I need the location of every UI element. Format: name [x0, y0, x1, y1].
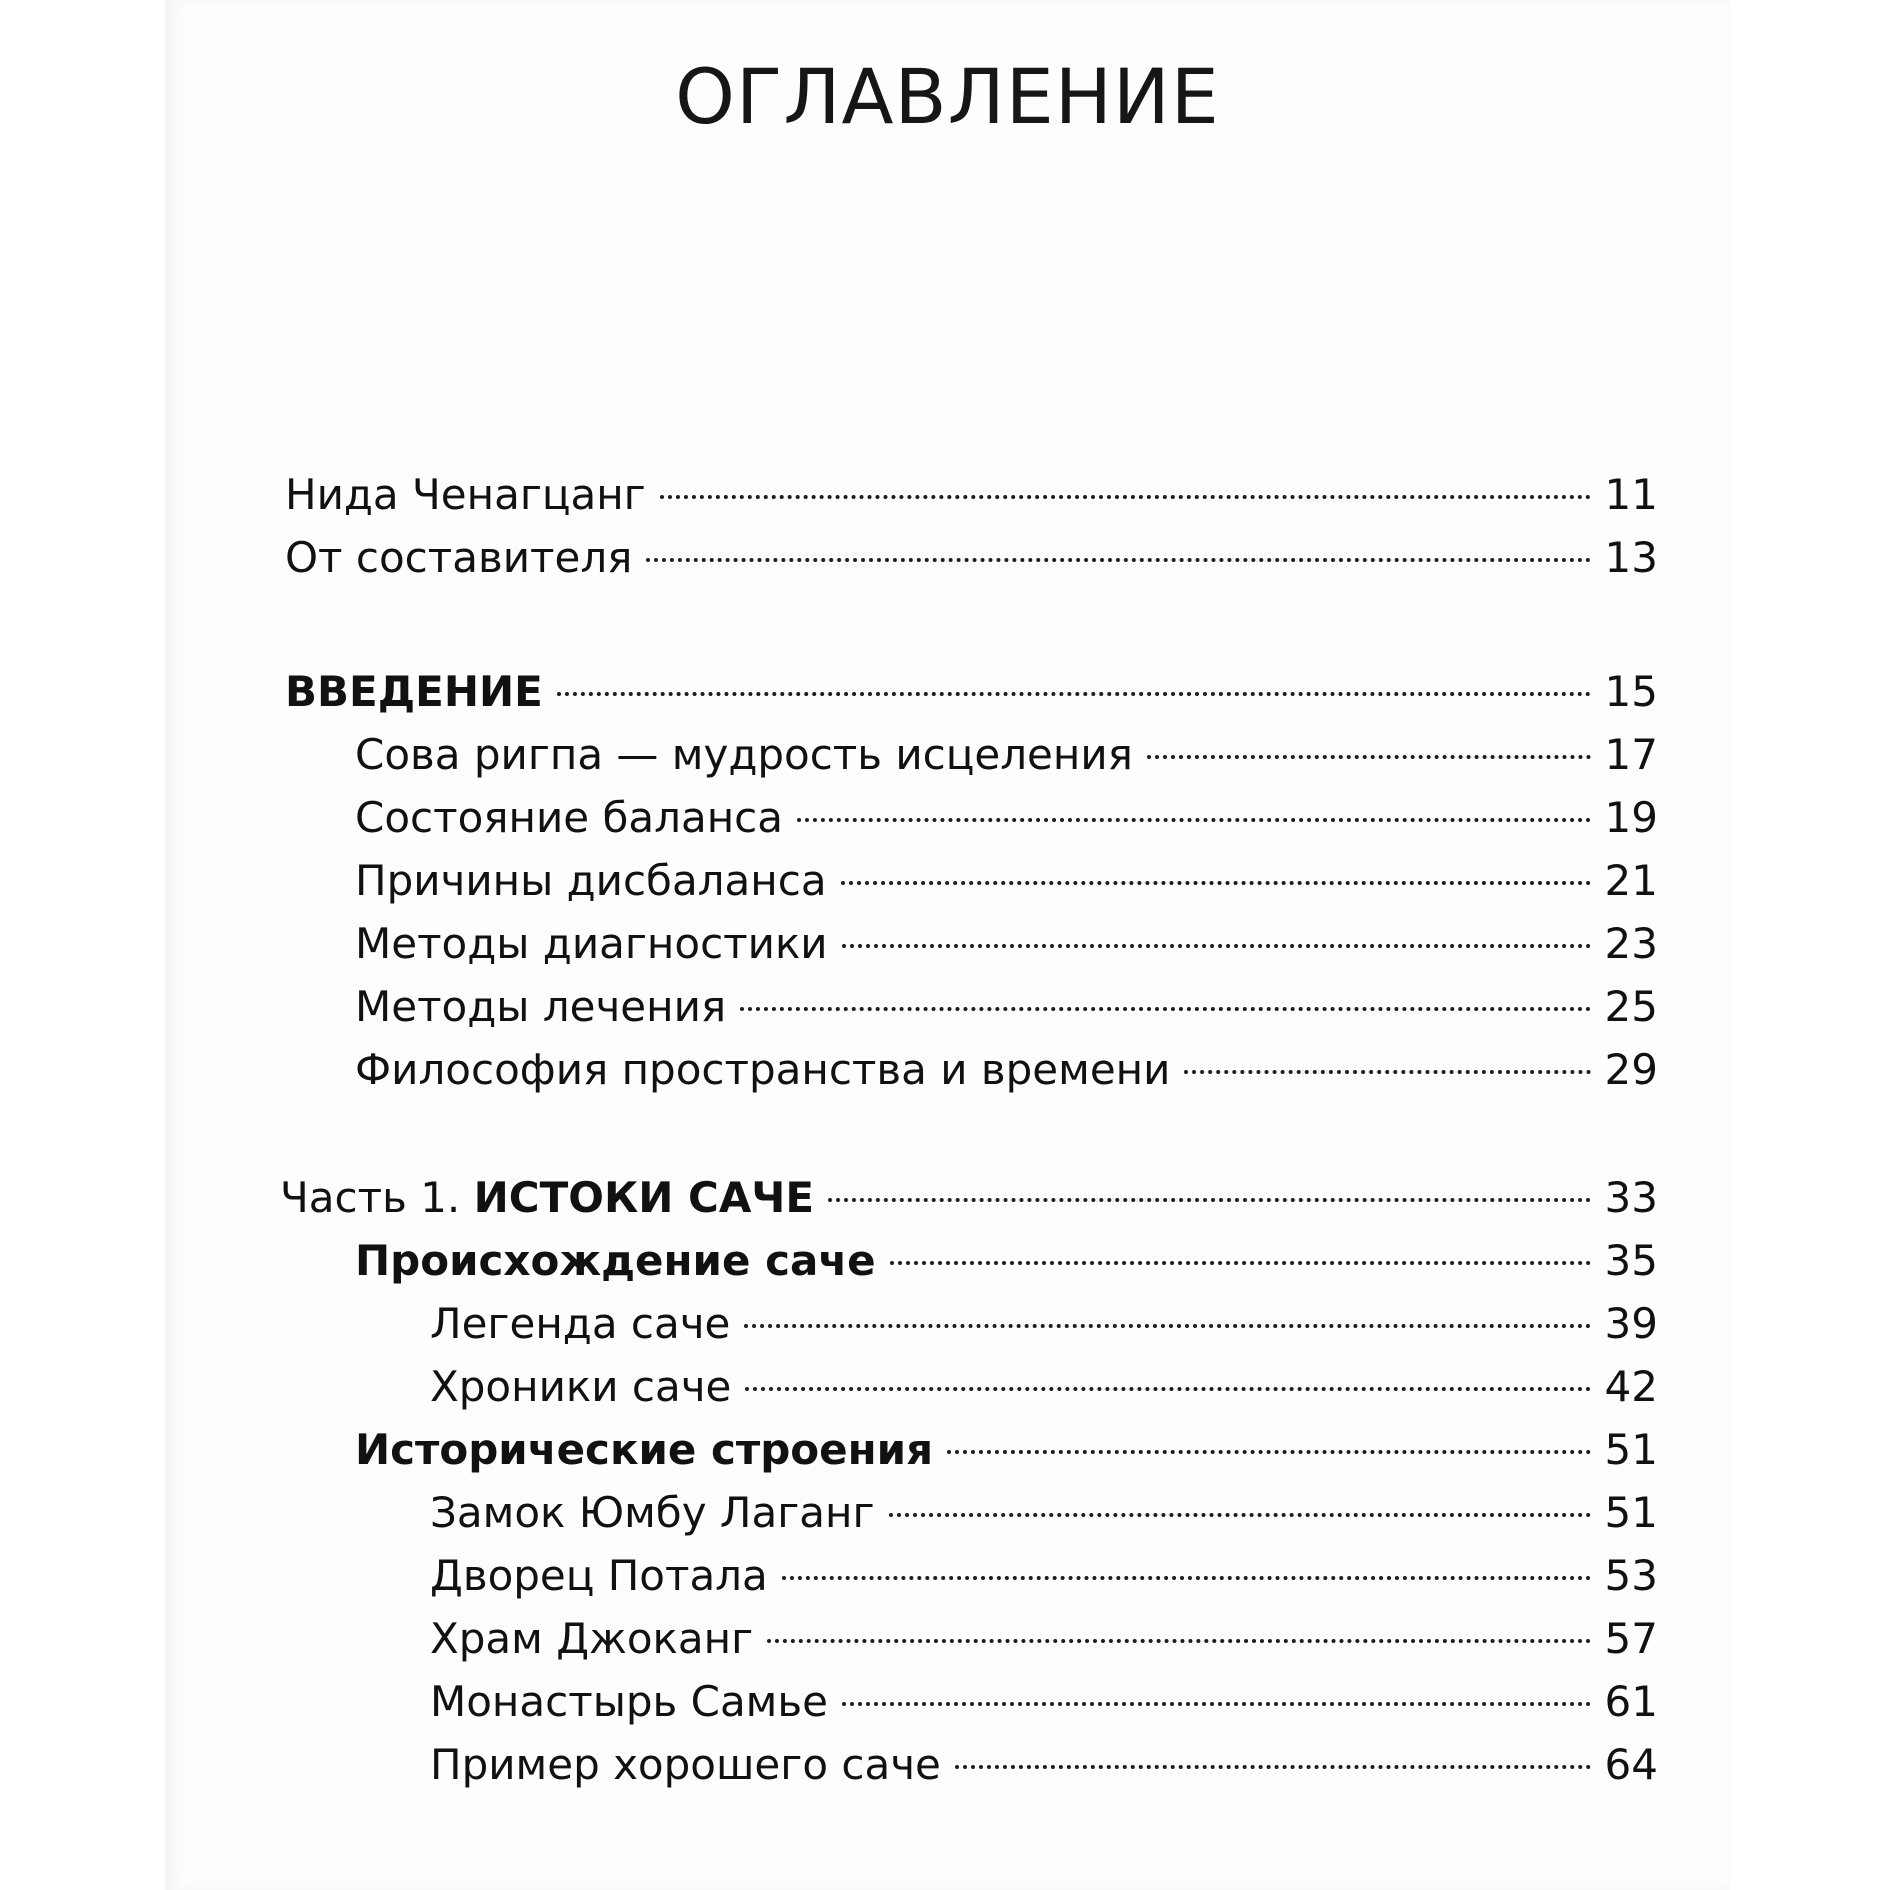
table-of-contents [165, 0, 1730, 1890]
toc-entry-page: 33 [1604, 1173, 1658, 1222]
dot-leader [744, 1324, 1590, 1328]
toc-entry [430, 1546, 1658, 1606]
toc-entry [285, 528, 1658, 588]
toc-section [355, 1231, 1658, 1291]
toc-entry-page: 19 [1604, 793, 1658, 842]
toc-entry-label: Пример хорошего саче [430, 1740, 941, 1789]
book-page [165, 0, 1730, 1890]
toc-entry [355, 977, 1658, 1037]
toc-entry-label: Методы лечения [355, 982, 727, 1031]
toc-entry-page: 23 [1604, 919, 1658, 968]
page-title: ОГЛАВЛЕНИЕ [675, 52, 1220, 141]
part-title: ИСТОКИ САЧЕ [473, 1173, 815, 1222]
dot-leader [745, 1387, 1590, 1391]
dot-leader [842, 944, 1591, 948]
toc-entry-page: 39 [1604, 1299, 1658, 1348]
toc-heading-part1 [280, 1168, 1658, 1228]
toc-entry [430, 1483, 1658, 1543]
toc-entry-label: Замок Юмбу Лаганг [430, 1488, 875, 1537]
toc-entry [430, 1609, 1658, 1669]
toc-entry [285, 465, 1658, 525]
toc-entry-label: Исторические строения [355, 1425, 934, 1474]
toc-entry [430, 1672, 1658, 1732]
toc-entry [355, 788, 1658, 848]
toc-entry-label: Происхождение саче [355, 1236, 876, 1285]
toc-entry-label: Дворец Потала [430, 1551, 768, 1600]
toc-entry-page: 51 [1604, 1488, 1658, 1537]
toc-entry-page: 17 [1604, 730, 1658, 779]
toc-entry-label: Нида Ченагцанг [285, 470, 646, 519]
toc-entry-label: Философия пространства и времени [355, 1045, 1171, 1094]
dot-leader [797, 818, 1591, 822]
toc-entry-page: 11 [1604, 470, 1658, 519]
toc-entry-page: 53 [1604, 1551, 1658, 1600]
toc-entry-label: Причины дисбаланса [355, 856, 827, 905]
toc-entry-label: Храм Джоканг [430, 1614, 754, 1663]
dot-leader [782, 1576, 1591, 1580]
toc-entry [430, 1357, 1658, 1417]
dot-leader [955, 1765, 1591, 1769]
dot-leader [767, 1639, 1590, 1643]
toc-section [355, 1420, 1658, 1480]
toc-entry-label: Состояние баланса [355, 793, 783, 842]
toc-entry-label: Сова ригпа — мудрость исцеления [355, 730, 1133, 779]
toc-entry-label [280, 1168, 814, 1228]
dot-leader [841, 881, 1591, 885]
dot-leader [1184, 1070, 1590, 1074]
toc-entry-label: Хроники саче [430, 1362, 732, 1411]
toc-heading-intro [285, 662, 1658, 722]
toc-entry-label: От составителя [285, 533, 633, 582]
toc-entry-label: Методы диагностики [355, 919, 828, 968]
dot-leader [646, 558, 1590, 562]
dot-leader [889, 1513, 1591, 1517]
toc-entry [355, 1040, 1658, 1100]
dot-leader [947, 1450, 1590, 1454]
dot-leader [842, 1702, 1591, 1706]
toc-entry [355, 851, 1658, 911]
toc-entry-page: 64 [1604, 1740, 1658, 1789]
toc-entry-page: 61 [1604, 1677, 1658, 1726]
part-prefix: Часть 1. [280, 1173, 474, 1222]
toc-entry [430, 1735, 1658, 1795]
toc-entry-page: 51 [1604, 1425, 1658, 1474]
dot-leader [740, 1007, 1590, 1011]
toc-entry [355, 725, 1658, 785]
toc-entry [355, 914, 1658, 974]
dot-leader [828, 1198, 1591, 1202]
toc-entry-page: 57 [1604, 1614, 1658, 1663]
toc-entry-page: 15 [1604, 667, 1658, 716]
toc-entry-page: 29 [1604, 1045, 1658, 1094]
toc-entry-page: 35 [1604, 1236, 1658, 1285]
toc-entry-page: 21 [1604, 856, 1658, 905]
dot-leader [890, 1261, 1591, 1265]
dot-leader [1147, 755, 1591, 759]
dot-leader [557, 692, 1591, 696]
toc-entry-page: 42 [1604, 1362, 1658, 1411]
toc-entry-page: 13 [1604, 533, 1658, 582]
dot-leader [660, 495, 1591, 499]
toc-entry [430, 1294, 1658, 1354]
toc-entry-page: 25 [1604, 982, 1658, 1031]
toc-entry-label: Монастырь Самье [430, 1677, 828, 1726]
toc-entry-label: ВВЕДЕНИЕ [285, 667, 543, 716]
toc-entry-label: Легенда саче [430, 1299, 731, 1348]
